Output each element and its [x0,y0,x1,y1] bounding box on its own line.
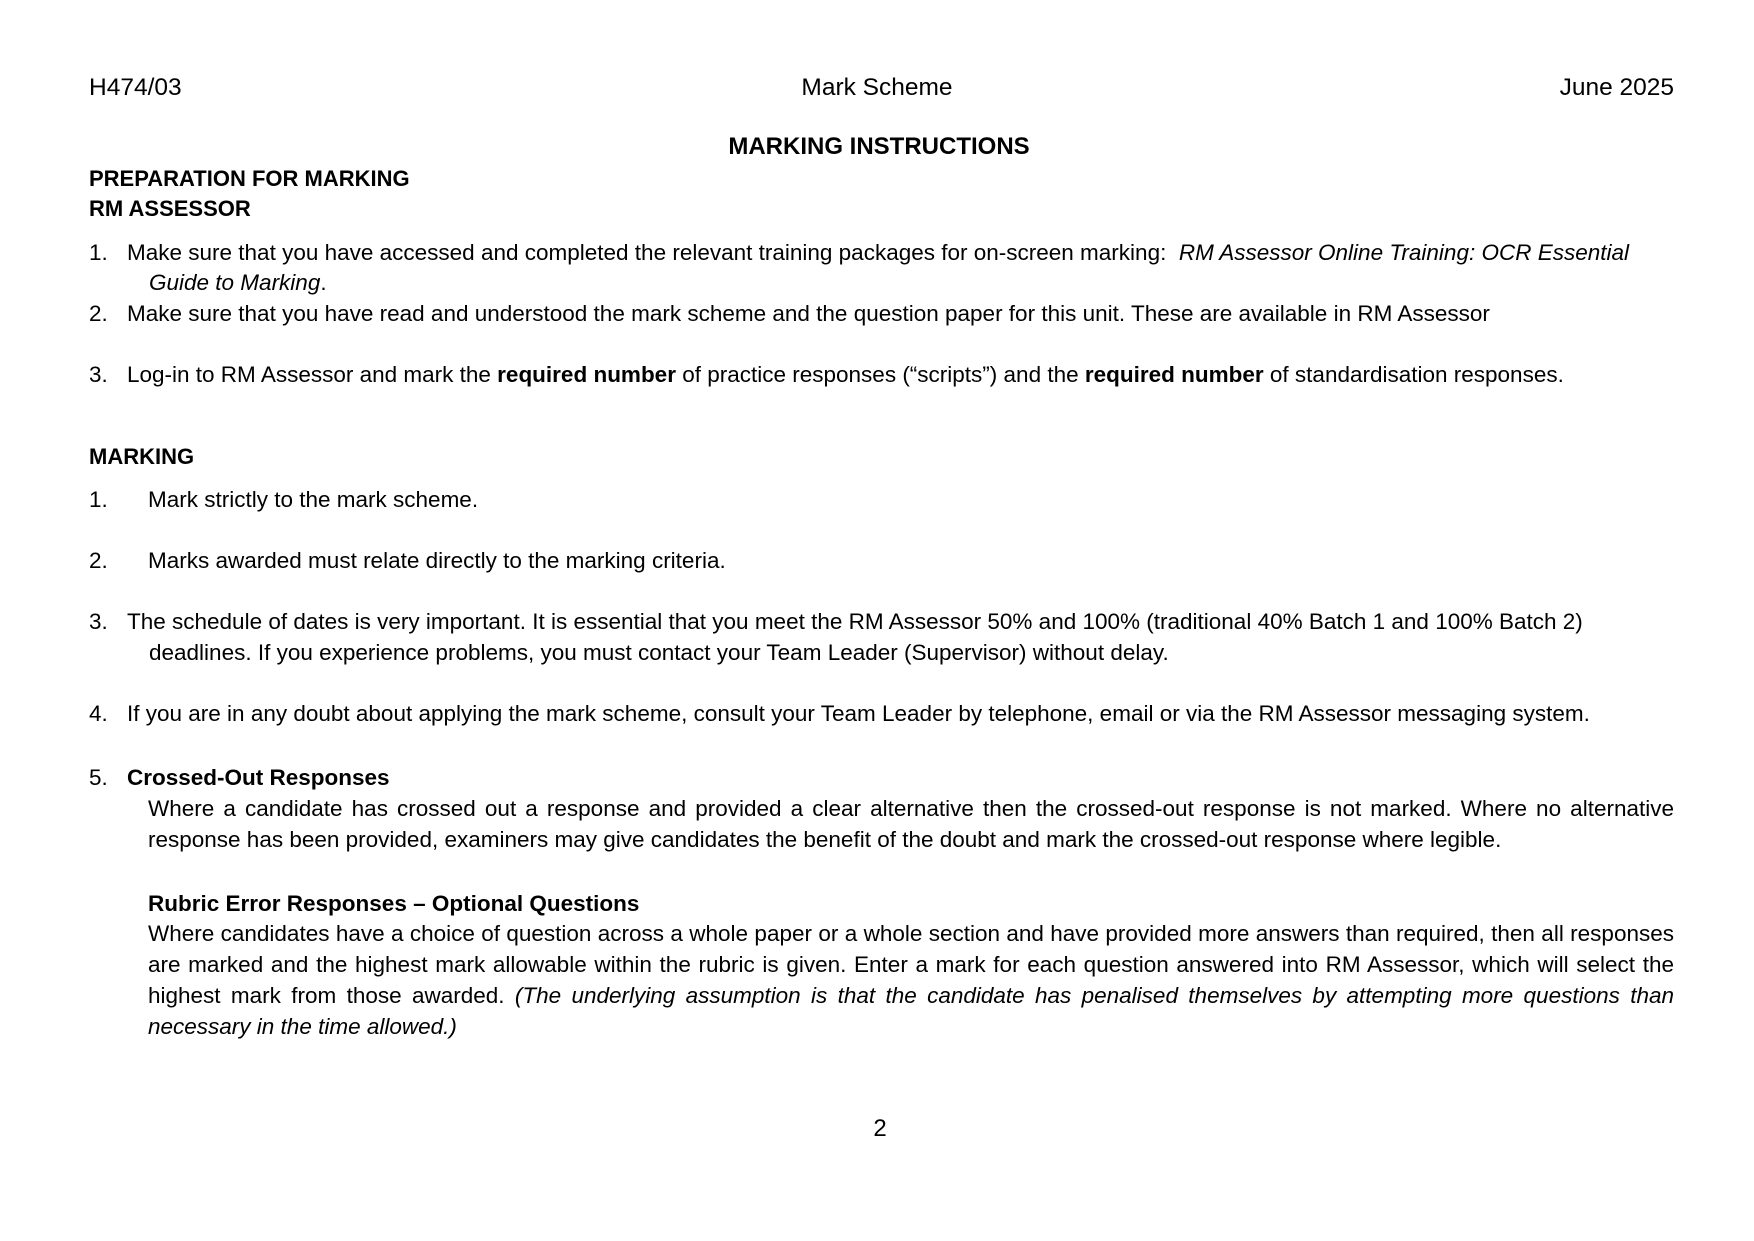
item-number: 3. [89,362,108,387]
item-text: If you are in any doubt about applying the mark scheme, consult your Team Leader by telephone, email or via the RM Assessor messaging system. [127,701,1590,726]
item-text-bold: required number [497,362,676,387]
item-continuation-tail: . [320,270,327,295]
item-number: 2. [89,548,108,573]
item-text: Make sure that you have read and understood the mark scheme and the question paper for this unit. These are available in RM Assessor [127,301,1490,326]
document-date: June 2025 [1559,74,1674,101]
rubric-error-body [148,918,1674,1042]
item-text-part: of standardisation responses. [1263,362,1564,387]
item-number: 1. [89,240,108,265]
rubric-error-italic: (The underlying assumption is that the candidate has penalised themselves by attempting more questions than necessary in the time allowed.) [148,983,1674,1039]
item-text-bold: required number [1084,362,1264,387]
item-continuation [149,270,327,296]
marking-heading: MARKING [89,444,195,469]
page-title: MARKING INSTRUCTIONS [728,133,1030,160]
rubric-error-heading: Rubric Error Responses – Optional Questions [148,891,640,916]
item-number: 2. [89,301,108,326]
item-number: 4. [89,701,108,726]
item-continuation-italic: Guide to Marking [149,270,321,295]
item-text: Mark strictly to the mark scheme. [148,487,479,512]
item-text: The schedule of dates is very important. It is essential that you meet the RM Assessor 50% and 100% (traditional 40% Batch 1 and 100% Batch 2) [127,609,1583,634]
rubric-error-text: Where candidates have a choice of question across a whole paper or a whole section and have provided more answers than required, then all responses are marked and the highest mark allowable within the rubric is given. Enter a mark for each question answered into RM Assessor, which will select the highest mark from those awarded. [148,921,1674,1008]
document-code: H474/03 [89,74,182,101]
crossed-out-heading: Crossed-Out Responses [127,765,390,790]
item-number: 5. [89,765,108,790]
item-text [127,362,1564,388]
item-text [127,240,1629,266]
document-type: Mark Scheme [801,74,953,101]
preparation-heading: PREPARATION FOR MARKING [89,166,410,191]
item-text-part: of practice responses (“scripts”) and the [675,362,1085,387]
item-continuation: deadlines. If you experience problems, you must contact your Team Leader (Supervisor) without delay. [149,640,1169,665]
rm-assessor-heading: RM ASSESSOR [89,196,251,221]
item-text: Marks awarded must relate directly to the marking criteria. [148,548,726,573]
item-number: 3. [89,609,108,634]
item-text-italic: RM Assessor Online Training: OCR Essential [1178,240,1630,265]
item-text-part: Log-in to RM Assessor and mark the [127,362,498,387]
item-number: 1. [89,487,108,512]
item-text-plain: Make sure that you have accessed and completed the relevant training packages for on-screen marking: [127,240,1167,265]
crossed-out-body: Where a candidate has crossed out a response and provided a clear alternative then the crossed-out response is not marked. Where no alternative response has been provided, examiners may give candidates the benefit of the doubt and mark the crossed-out response where legible. [148,796,1674,852]
page-number: 2 [873,1115,887,1142]
